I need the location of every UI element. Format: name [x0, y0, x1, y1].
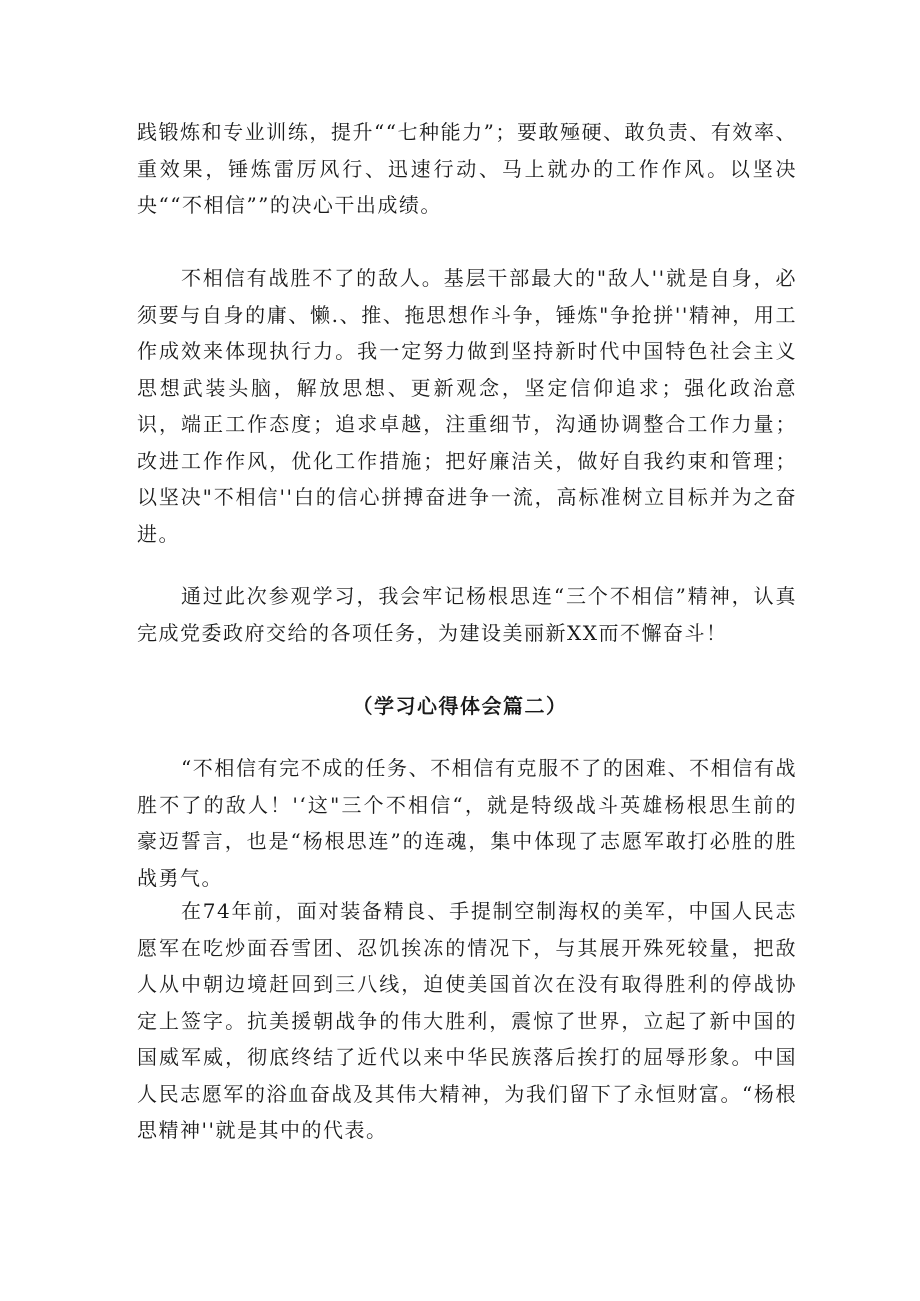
section-heading: （学习心得体会篇二）: [352, 694, 568, 718]
paragraph-three-not-believe: “不相信有完不成的任务、不相信有克服不了的困难、不相信有战胜不了的敌人！'‘这"三个不相信“，就是特级战斗英雄杨根思生前的豪迈誓言，也是“杨根思连”的连魂，集中体现了志愿军敢打必胜的胜战勇气。: [137, 756, 797, 890]
paragraph-history: 在74年前，面对装备精良、手提制空制海权的美军，中国人民志愿军在吃炒面吞雪团、忍饥挨冻的情况下，与其展开殊死较量，把敌人从中朝边境赶回到三八线，迫使美国首次在没有取得胜利的停战协定上签字。抗美援朝战争的伟大胜利，震惊了世界，立起了新中国的国威军威，彻底终结了近代以来中华民族落后挨打的屈辱形象。中国人民志愿军的浴血奋战及其伟大精神，为我们留下了永恒财富。“杨根思精神''就是其中的代表。: [137, 899, 797, 1142]
paragraph-continuation: 践锻炼和专业训练，提升““七种能力”；要敢殛硬、敢负责、有效率、重效果，锤炼雷厉风行、迅速行动、马上就办的工作作风。以坚决央““不相信””的决心干出成绩。: [137, 120, 797, 217]
paragraph-conclusion: 通过此次参观学习，我会牢记杨根思连“三个不相信”精神，认真完成党委政府交给的各项任务，为建设美丽新XX而不懈奋斗！: [137, 584, 797, 645]
paragraph-not-believe-enemy: 不相信有战胜不了的敌人。基层干部最大的"敌人''就是自身，必须要与自身的庸、懒.、推、拖思想作斗争，锤炼"争抢拼''精神，用工作成效来体现执行力。我一定努力做到坚持新时代中国特色社会主义思想武装头脑，解放思想、更新观念，坚定信仰追求；强化政治意识，端正工作态度；追求卓越，注重细节，沟通协调整合工作力量；改进工作作风，优化工作措施；把好廉洁关，做好自我约束和管理；以坚决"不相信''白的信心拼搏奋进争一流，高标准树立目标并为之奋进。: [137, 266, 797, 546]
